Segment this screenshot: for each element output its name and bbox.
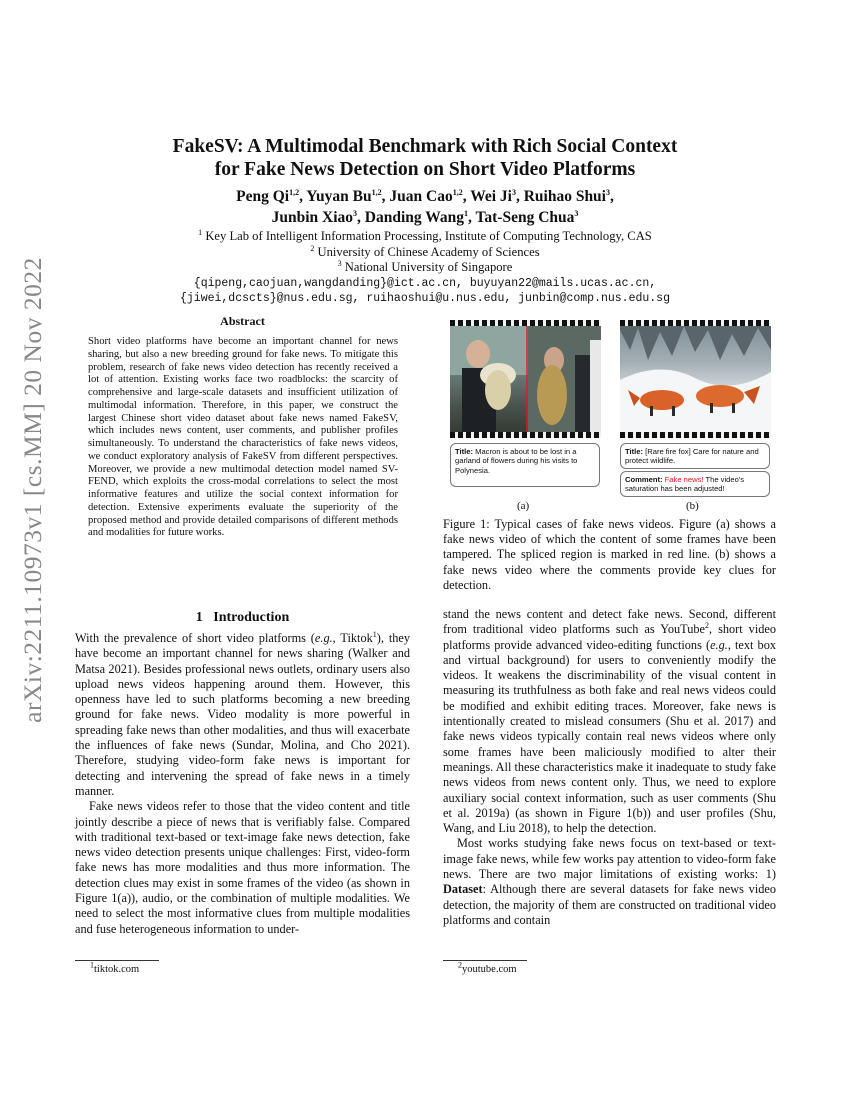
footnote-sup: 2: [458, 960, 462, 970]
comment-highlight: Fake news!: [662, 475, 704, 484]
figure-panel-a: [450, 320, 601, 438]
author-name: Danding Wang: [364, 209, 464, 226]
author-name: Juan Cao: [389, 188, 453, 205]
affiliation: [110, 245, 740, 261]
text-run-italic: e.g.: [314, 631, 333, 645]
arxiv-identifier: arXiv:2211.10973v1 [cs.MM] 20 Nov 2022: [18, 257, 47, 723]
title-label: Title:: [625, 447, 644, 456]
paragraph: [443, 836, 776, 928]
text-run: stand the news content and detect fake news. Second, different from traditional video platforms such as YouTube: [443, 607, 776, 637]
footnote-left: [90, 960, 140, 975]
author-sep: ,: [381, 188, 390, 205]
arxiv-sidebar: [8, 257, 58, 723]
author-sep: ,: [357, 209, 365, 226]
text-run-italic: e.g.: [710, 637, 728, 652]
subfigure-label-a: (a): [517, 500, 530, 512]
footnote-marker: 2: [705, 621, 709, 631]
author-sep: ,: [468, 209, 476, 226]
section-heading: [75, 610, 410, 626]
author-sup: 1: [464, 208, 468, 218]
figure-b-comment-box: [620, 471, 770, 497]
affiliation-sup: 3: [337, 258, 342, 268]
title-line-1: FakeSV: A Multimodal Benchmark with Rich Social Context: [172, 136, 678, 157]
email-line: {qipeng,caojuan,wangdanding}@ict.ac.cn, buyuyan22@mails.ucas.ac.cn,: [193, 276, 657, 290]
author-sup: 1,2: [452, 187, 463, 197]
footnote-rule: [443, 960, 527, 961]
abstract-body: Short video platforms have become an important channel for news sharing, but also a new breeding ground for fake news. To mitigate this problem, research of fake news video detection has recently received a lot of attention. Existing works face two roadblocks: the scarcity of comprehensive and large-scale datasets and insufficient utilization of multimodal information. Therefore, in this paper, we construct the largest Chinese short video dataset about fake news named FakeSV, which includes news content, user comments, and publisher profiles simultaneously. To understand the characteristics of fake news videos, we conduct exploratory analysis of FakeSV from different perspectives. Moreover, we provide a new multimodal detection model named SV-FEND, which exploits the cross-modal correlations to select the most informative features and utilize the social context information for detection. Extensive experiments evaluate the superiority of the proposed method and provide detailed comparisons of different methods and modalities for future works.: [88, 336, 398, 539]
footnote-rule: [75, 960, 159, 961]
text-run: Most works studying fake news focus on text-based or text-image fake news, while few works pay attention to video-form fake news. There are two major limitations of existing works: 1): [443, 836, 776, 882]
author-sup: 3: [353, 208, 358, 218]
figure-panel-b: [620, 320, 771, 438]
author-sep: ,: [610, 188, 614, 205]
author-name: Junbin Xiao: [271, 209, 354, 226]
author-name: Wei Ji: [470, 188, 512, 205]
author-sup: 1,2: [371, 187, 382, 197]
affiliation-text: Key Lab of Intelligent Information Processing, Institute of Computing Technology, CAS: [202, 229, 652, 243]
abstract-heading: Abstract: [220, 314, 265, 328]
title-label: Title:: [455, 447, 474, 456]
author-line-2: [110, 207, 740, 228]
text-run: ), they have become an important channel for news sharing (Walker and Matsa 2021). Besides professional news outlets, ordinary users also upload news videos happening around them. However, this openness have led to such platforms becoming a new breeding ground for fake news. Video modality is more powerful in spreading fake news than other modalities, and thus will exacerbate the influences of fake news (Sundar, Molina, and Cho 2021). Therefore, studying video-form fake news is important for detecting and intervening the spread of fake news in a timely manner.: [75, 631, 410, 798]
author-name: Peng Qi: [236, 188, 290, 205]
affiliation-text: University of Chinese Academy of Sciences: [314, 244, 540, 259]
author-sup: 3: [574, 208, 579, 218]
author-sup: 3: [511, 187, 516, 197]
author-name: Tat-Seng Chua: [475, 209, 575, 226]
affiliations: [110, 229, 740, 307]
author-line-1: [110, 186, 740, 207]
email-line: {jiwei,dcscts}@nus.edu.sg, ruihaoshui@u.nus.edu, junbin@comp.nus.edu.sg: [180, 292, 670, 305]
title-text: Macron is about to be lost in a garland of flowers during his visits to Polynesia.: [455, 447, 578, 475]
author-sep: ,: [299, 188, 307, 205]
text-run-bold: Dataset: [443, 882, 483, 897]
figure-1: [450, 320, 775, 500]
figure-caption: Figure 1: Typical cases of fake news videos. Figure (a) shows a fake news video of which the content of some frames have been tampered. The spliced region is marked in red line. (b) shows a fake news video where the comments provide key clues for detection.: [443, 517, 776, 592]
author-sup: 1,2: [289, 187, 300, 197]
author-sep: ,: [515, 188, 524, 205]
intro-right-column: [443, 607, 776, 928]
fire-fox-video-frame: [620, 320, 771, 438]
macron-video-frame: [450, 320, 601, 438]
paragraph: [75, 631, 410, 799]
title-text: [Rare fire fox] Care for nature and protect wildlife.: [625, 447, 759, 466]
author-list: [110, 186, 740, 228]
title-line-2: for Fake News Detection on Short Video Platforms: [214, 159, 636, 180]
figure-b-title-box: [620, 443, 770, 469]
affiliation-text: National University of Singapore: [341, 260, 513, 274]
footnote-right: [458, 960, 517, 975]
footnote-text: youtube.com: [462, 964, 517, 975]
affiliation-sup: 2: [310, 243, 315, 253]
text-run: , Tiktok: [332, 631, 373, 645]
affiliation-sup: 1: [198, 227, 203, 237]
section-number: 1: [195, 610, 203, 625]
footnote-marker: 1: [372, 629, 377, 639]
comment-label: Comment:: [625, 475, 663, 484]
text-run: : Although there are several datasets for fake news video detection, the majority of them are constructed on traditional video platforms and contain: [443, 882, 776, 927]
section-title: Introduction: [213, 610, 290, 625]
author-name: Ruihao Shui: [523, 188, 606, 205]
paper-title: [110, 135, 740, 181]
figure-a-title-box: [450, 443, 600, 487]
intro-left-column: [75, 631, 410, 937]
text-run: With the prevalence of short video platforms (: [75, 631, 315, 645]
footnote-text: tiktok.com: [94, 964, 140, 975]
comment-text: The video's saturation has been adjusted!: [625, 475, 745, 494]
author-name: Yuyan Bu: [306, 188, 372, 205]
affiliation: [110, 229, 740, 245]
paragraph: [443, 607, 776, 836]
text-run: , text box and virtual background) for users to conveniently modify the videos. It weakens the discriminability of the visual content in measuring its truthfulness as both fake and real news videos could be modified and exhibit editing traces. Moreover, fake news is intentionally created to mislead consumers (Shu et al. 2017) and fake news videos typically contain real news videos where only some frames have been maliciously modified to alter their meanings. All these characteristics make it inadequate to study fake news videos from news content only. Thus, we need to explore auxiliary social context information, such as user comments (Shu et al. 2019a) (as shown in Figure 1(b)) and user profiles (Shu, Wang, and Liu 2018), to help the detection.: [443, 637, 776, 836]
affiliation: [110, 260, 740, 276]
paragraph: Fake news videos refer to those that the video content and title jointly describe a piece of news that is verifiably false. Compared with traditional text-based or text-image fake news detection, fake news video detection presents unique challenges: First, video-form fake news has more modalities and thus more information. The detection clues may exist in some frames of the video (as shown in Figure 1(a)), audio, or the combination of multiple modalities. We need to select the most informative clues from multiple modalities and fuse heterogeneous information to under-: [75, 799, 410, 936]
author-sup: 3: [606, 187, 610, 197]
subfigure-label-b: (b): [686, 500, 699, 512]
text-run: , short video platforms provide advanced video-editing functions (: [443, 622, 776, 652]
footnote-sup: 1: [90, 960, 94, 970]
author-sep: ,: [462, 188, 471, 205]
